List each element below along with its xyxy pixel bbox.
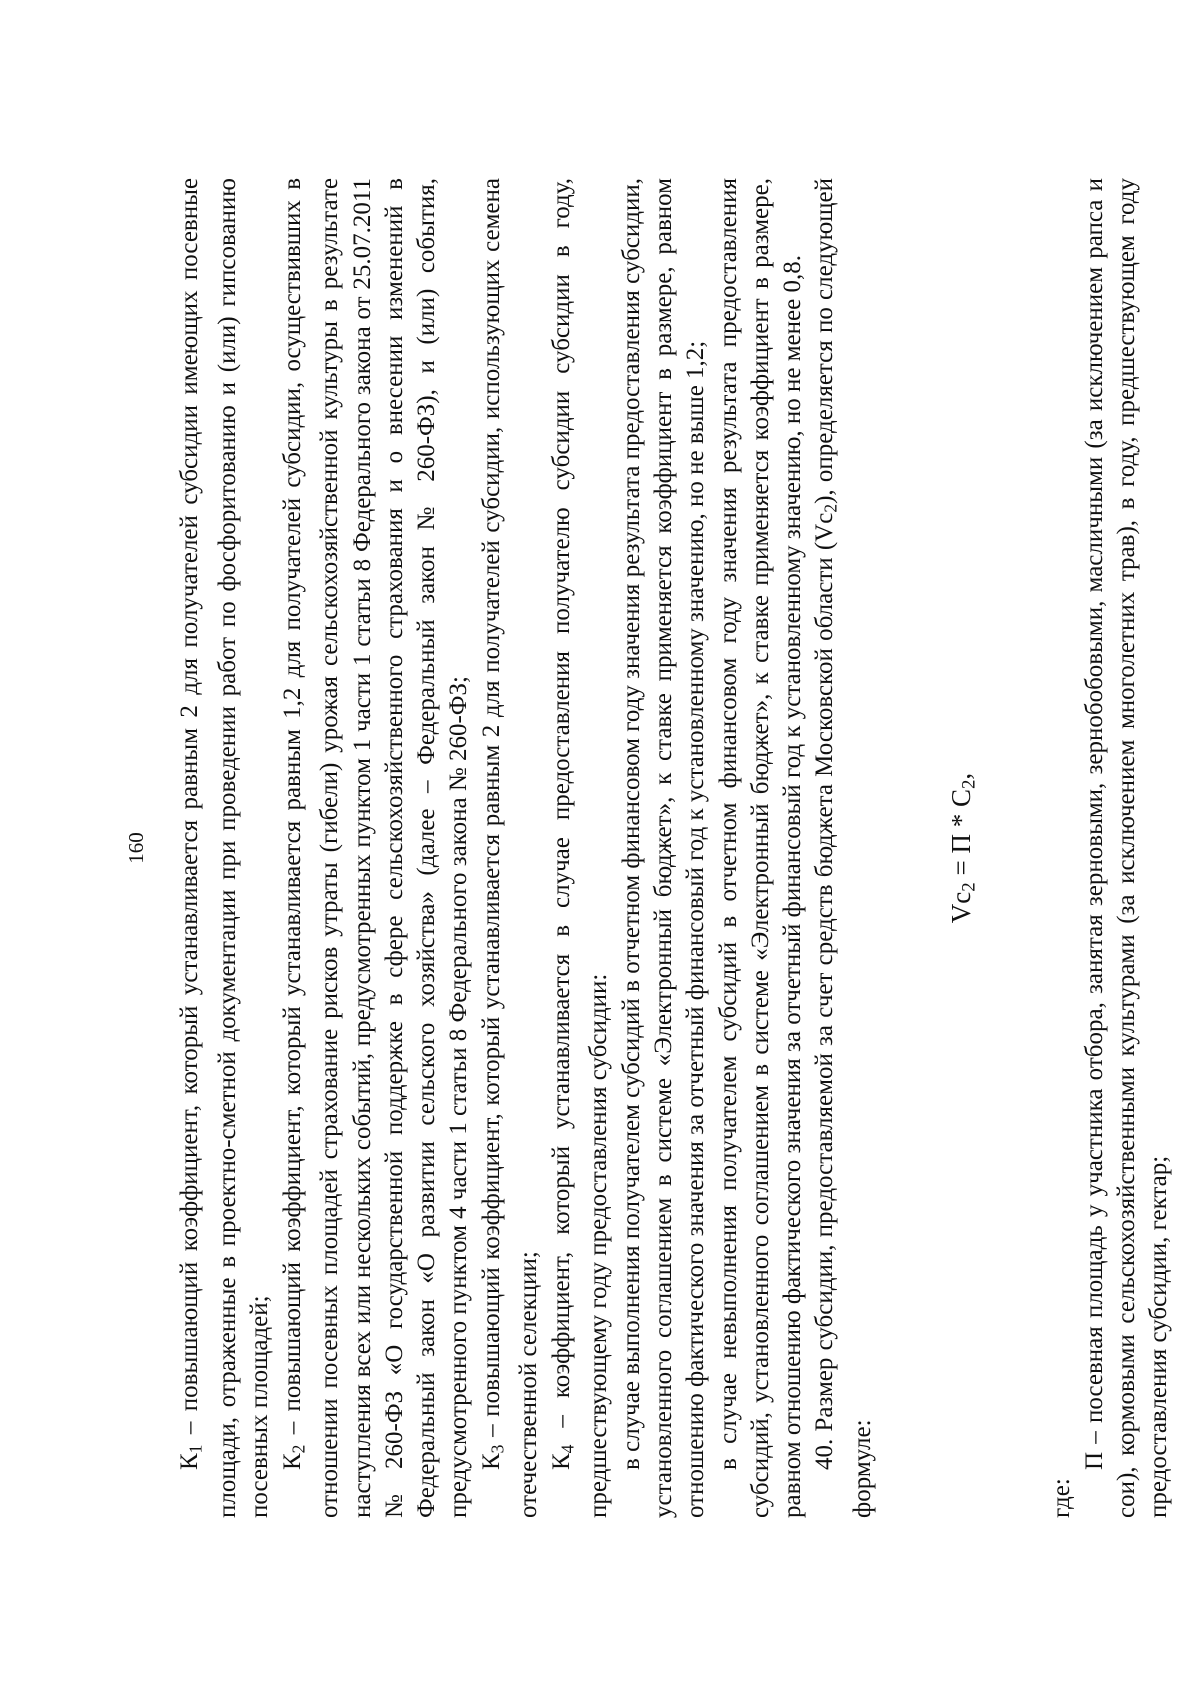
item40-before: 40. Размер субсидии, предоставляемой за счет средств бюджета Московской области (Vc [811,512,839,1470]
k1-symbol: К [176,1453,204,1470]
paragraph-item-40 [809,178,879,1518]
formula-lhs: Vc [946,891,977,924]
where-label: где: [1048,1478,1076,1518]
paragraph-k3 [476,178,546,1518]
k2-subscript: 2 [287,1444,308,1454]
paragraph-k2 [277,178,476,1518]
k3-symbol: К [477,1453,505,1470]
k4-subscript: 4 [557,1444,578,1454]
paragraph-case-fulfilled: в случае выполнения получателем субсидий в отчетном финансовом году значения результата предоставления субсидии, установленного соглашением в системе «Электронный бюджет», к ставке применяется коэффициент в размере, равном отношению фактического значения за отчетный финансовый год к установленному значению, но не выше 1,2; [617,178,710,1518]
k2-text: – повышающий коэффициент, который устанавливается равным 1,2 для получателей субсидии, осуществивших в отношении посевных площадей страхование рисков утраты (гибели) урожая сельскохозяйственной культуры в результате наступления всех или нескольких событий, предусмотренных пунктом 1 части 1 статьи 8 Федерального закона от 25.07.2011 № 260-ФЗ «О государственной поддержке в сфере сельскохозяйственного страхования и о внесении изменений в Федеральный закон «О развитии сельского хозяйства» (далее – Федеральный закон № 260-ФЗ), и (или) события, предусмотренного пунктом 4 части 1 статьи 8 Федерального закона № 260-ФЗ; [278,178,473,1518]
k2-symbol: К [278,1453,306,1470]
formula [945,178,986,1518]
k4-text: – коэффициент, который устанавливается в случае предоставления получателю субсидии субсидии в году, предшествующему году предоставления субсидии: [547,178,613,1518]
rotated-content [100,98,1173,1598]
k4-symbol: К [547,1453,575,1470]
k3-subscript: 3 [487,1444,508,1454]
formula-lhs-subscript: 2 [959,882,981,892]
page-number: 160 [124,832,148,864]
item40-after: ), определяется по следующей формуле: [811,178,877,1518]
paragraph-k1 [174,178,276,1518]
k3-text: – повышающий коэффициент, который устанавливается равным 2 для получателей субсидии, использующих семена отечественной селекции; [477,178,543,1518]
paragraph-k4 [546,178,616,1518]
formula-tail: , [946,772,977,780]
k1-subscript: 1 [185,1444,206,1454]
paragraph-case-unfulfilled: в случае невыполнения получателем субсидий в отчетном финансовом году значения результата предоставления субсидий, установленного соглашением в системе «Электронный бюджет», к ставке применяется коэффициент в размере, равном отношению фактического значения за отчетный финансовый год к установленному значению, но не менее 0,8. [714,178,807,1518]
k1-text: – повышающий коэффициент, который устанавливается равным 2 для получателей субсидии имеющих посевные площади, отраженные в проектно-сметной документации при проведении работ по фосфоритованию и (или) гипсованию посевных площадей; [176,178,274,1518]
item40-subscript: 2 [820,503,841,513]
formula-rhs: = П * С [946,789,977,883]
paragraph-p-definition: П – посевная площадь у участника отбора, занятая зерновыми, зернобобовыми, масличными (за исключением рапса и сои), кормовыми сельскохозяйственными культурами (за исключением многолетних трав), в году, предшествующем году предоставления субсидии, гектар; [1080,178,1173,1518]
formula-rhs-subscript: 2 [959,779,981,790]
